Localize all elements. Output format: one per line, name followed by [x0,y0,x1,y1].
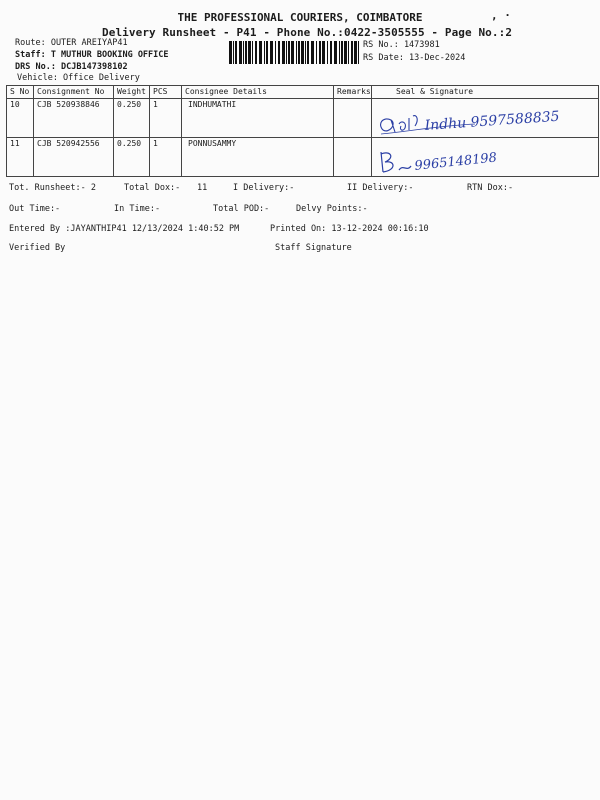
handwritten-signature-1 [375,102,561,142]
col-weight: Weight [114,86,150,99]
col-sno: S No [7,86,34,99]
cell-weight: 0.250 [114,138,150,177]
runsheet-title: Delivery Runsheet - P41 - Phone No.:0422-3505555 - Page No.:2 [102,26,513,39]
rtn-dox: RTN Dox:- [467,183,514,193]
cell-pcs: 1 [150,99,182,138]
i-delivery: I Delivery:- [233,183,295,193]
cell-sno: 11 [7,138,34,177]
staff-line: Staff: T MUTHUR BOOKING OFFICE [15,50,169,60]
rs-no: RS No.: 1473981 [363,40,440,50]
cell-consignment: CJB 520938846 [34,99,114,138]
mark-dot: , · [491,9,511,22]
table-header-row [7,86,599,99]
ii-delivery: II Delivery:- [347,183,414,193]
col-consignment: Consignment No [34,86,114,99]
vehicle-line: Vehicle: Office Delivery [17,73,140,83]
route-line: Route: OUTER AREIYAP41 [15,38,128,48]
delvy-points: Delvy Points:- [296,204,368,214]
cell-pcs: 1 [150,138,182,177]
svg-text:9965148198: 9965148198 [413,150,498,174]
total-dox-value: 11 [197,183,208,193]
company-name: THE PROFESSIONAL COURIERS, COIMBATORE [177,11,423,24]
out-time: Out Time:- [9,204,61,214]
cell-remarks [334,99,372,138]
total-pod: Total POD:- [213,204,270,214]
printed-on: Printed On: 13-12-2024 00:16:10 [270,224,429,234]
svg-text:Indhu 9597588835: Indhu 9597588835 [424,108,561,134]
col-remarks: Remarks [334,86,372,99]
cell-remarks [334,138,372,177]
rs-date: RS Date: 13-Dec-2024 [363,53,466,63]
cell-sno: 10 [7,99,34,138]
cell-consignment: CJB 520942556 [34,138,114,177]
col-seal-signature: Seal & Signature [372,86,599,99]
col-consignee: Consignee Details [182,86,334,99]
total-dox-label: Total Dox:- [124,183,181,193]
cell-weight: 0.250 [114,99,150,138]
barcode-image [229,41,359,64]
cell-consignee: PONNUSAMMY [182,138,334,177]
cell-consignee: INDHUMATHI [182,99,334,138]
tot-runsheet: Tot. Runsheet:- 2 [9,183,96,193]
in-time: In Time:- [114,204,161,214]
handwritten-signature-2 [377,142,537,182]
entered-by: Entered By :JAYANTHIP41 12/13/2024 1:40:52 PM [9,224,240,234]
drs-line: DRS No.: DCJB147398102 [15,62,128,72]
verified-by: Verified By [9,243,66,253]
col-pcs: PCS [150,86,182,99]
staff-signature-label: Staff Signature [275,243,352,253]
